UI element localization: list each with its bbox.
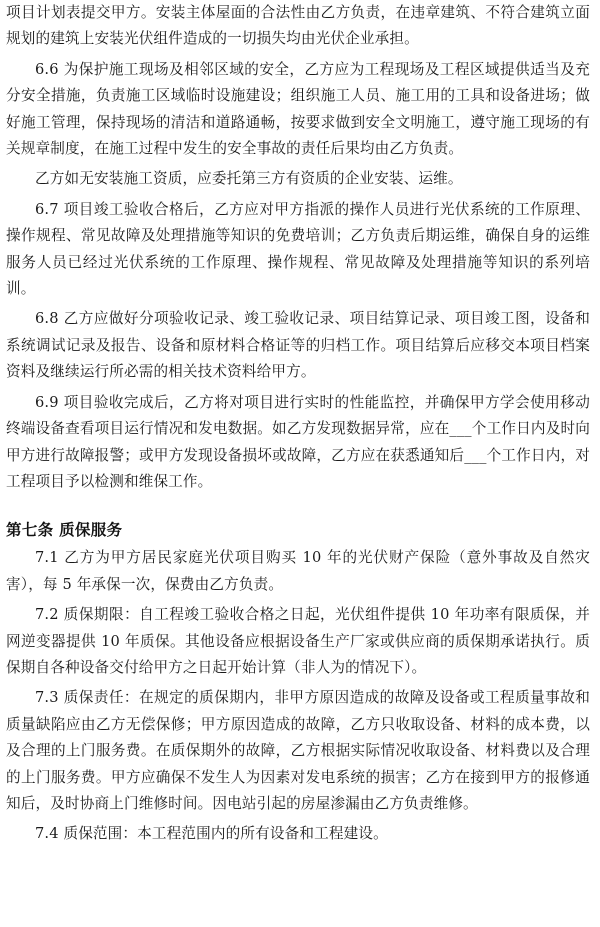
section-7-heading: 第七条 质保服务 (6, 521, 123, 540)
paragraph-6-6-qualification: 乙方如无安装施工资质，应委托第三方有资质的企业安装、运维。 (35, 170, 463, 188)
paragraph-7-1: 7.1 乙方为甲方居民家庭光伏项目购买 10 年的光伏财产保险（意外事故及自然灾害），每 5 年承保一次，保费由乙方负责。 (6, 549, 590, 593)
paragraph-6-7: 6.7 项目竣工验收合格后，乙方应对甲方指派的操作人员进行光伏系统的工作原理、操作规程、常见故障及处理措施等知识的免费培训；乙方负责后期运维，确保自身的运维服务人员已经过光伏系统的工作原理、操作规程、常见故障及处理措施等知识的系列培训。 (6, 200, 590, 298)
section-spacer (6, 495, 590, 515)
paragraph-6-9: 6.9 项目验收完成后，乙方将对项目进行实时的性能监控，并确保甲方学会使用移动终端设备查看项目运行情况和发电数据。如乙方发现数据异常，应在___个工作日内及时向甲方进行故障报警；或甲方发现设备损坏或故障，乙方应在获悉通知后___个工作日内，对工程项目予以检测和维保工作。 (6, 393, 590, 490)
paragraph-6-continued: 项目计划表提交甲方。安装主体屋面的合法性由乙方负责，在违章建筑、不符合建筑立面规划的建筑上安装光伏组件造成的一切损失均由光伏企业承担。 (6, 4, 590, 48)
paragraph-7-4: 7.4 质保范围：本工程范围内的所有设备和工程建设。 (35, 825, 388, 843)
paragraph-7-2: 7.2 质保期限：自工程竣工验收合格之日起，光伏组件提供 10 年功率有限质保，并网逆变器提供 10 年质保。其他设备应根据设备生产厂家或供应商的质保期承诺执行。质保期自各种设备交付给甲方之日起开始计算（非人为的情况下）。 (6, 606, 590, 676)
paragraph-7-3: 7.3 质保责任：在规定的质保期内，非甲方原因造成的故障及设备或工程质量事故和质量缺陷应由乙方无偿保修；甲方原因造成的故障，乙方只收取设备、材料的成本费，以及合理的上门服务费。在质保期外的故障，乙方根据实际情况收取设备、材料费以及合理的上门服务费。甲方应确保不发生人为因素对发电系统的损害；乙方在接到甲方的报修通知后，及时协商上门维修时间。因电站引起的房屋渗漏由乙方负责维修。 (6, 689, 590, 812)
paragraph-6-8: 6.8 乙方应做好分项验收记录、竣工验收记录、项目结算记录、项目竣工图，设备和系统调试记录及报告、设备和原材料合格证等的归档工作。项目结算后应移交本项目档案资料及继续运行所必需的相关技术资料给甲方。 (6, 310, 590, 381)
paragraph-6-6: 6.6 为保护施工现场及相邻区域的安全，乙方应为工程现场及工程区域提供适当及充分安全措施，负责施工区域临时设施建设；组织施工人员、施工用的工具和设备进场；做好施工管理，保持现场的清洁和道路通畅，按要求做到安全文明施工，遵守施工现场的有关规章制度，在施工过程中发生的安全事故的责任后果均由乙方负责。 (6, 60, 590, 158)
